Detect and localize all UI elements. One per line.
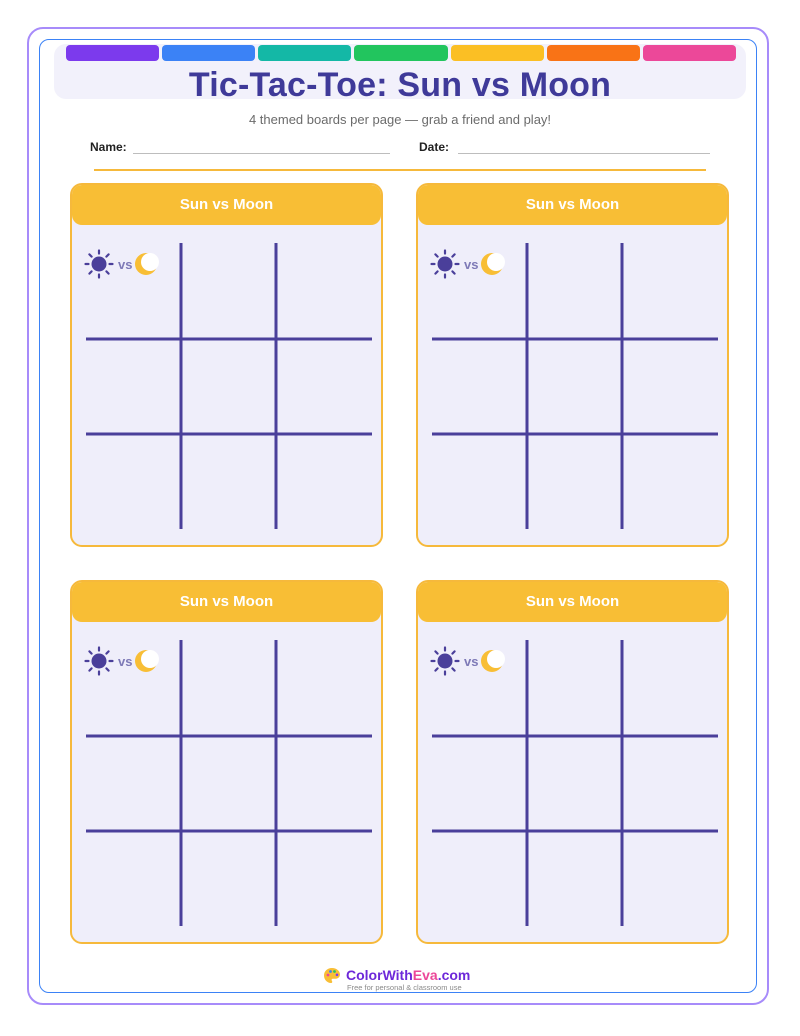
- rainbow-segment: [643, 45, 736, 61]
- game-board-4: [416, 580, 729, 944]
- rainbow-segment: [258, 45, 351, 61]
- header-divider: [94, 169, 706, 171]
- page-subtitle: 4 themed boards per page — grab a friend and play!: [248, 112, 552, 127]
- board-title: Sun vs Moon: [72, 185, 381, 225]
- tic-tac-toe-grid[interactable]: [86, 640, 372, 926]
- vs-label: vs: [118, 653, 133, 669]
- rainbow-segment: [547, 45, 640, 61]
- name-field[interactable]: [133, 153, 390, 154]
- rainbow-stripe: [66, 45, 736, 61]
- brand-eva: Eva: [412, 967, 438, 983]
- tic-tac-toe-grid[interactable]: [432, 640, 718, 926]
- name-label: Name:: [90, 140, 127, 154]
- rainbow-segment: [451, 45, 544, 61]
- game-board-2: [416, 183, 729, 547]
- board-title: Sun vs Moon: [72, 582, 381, 622]
- footer-brand[interactable]: [346, 967, 470, 983]
- date-label: Date:: [419, 140, 450, 154]
- tic-tac-toe-grid[interactable]: [432, 243, 718, 529]
- footer-note: Free for personal & classroom use: [347, 983, 462, 992]
- board-title: Sun vs Moon: [418, 185, 727, 225]
- date-field[interactable]: [458, 153, 710, 154]
- vs-label: vs: [464, 256, 479, 272]
- brand-dotcom: .com: [437, 967, 471, 983]
- game-board-3: [70, 580, 383, 944]
- palette-icon: [322, 966, 342, 986]
- vs-label: vs: [464, 653, 479, 669]
- rainbow-segment: [162, 45, 255, 61]
- vs-label: vs: [118, 256, 133, 272]
- brand-color: Color: [346, 967, 383, 983]
- page-title: Tic-Tac-Toe: Sun vs Moon: [188, 66, 612, 104]
- rainbow-segment: [66, 45, 159, 61]
- brand-with: With: [382, 967, 413, 983]
- tic-tac-toe-grid[interactable]: [86, 243, 372, 529]
- rainbow-segment: [354, 45, 447, 61]
- game-board-1: [70, 183, 383, 547]
- board-title: Sun vs Moon: [418, 582, 727, 622]
